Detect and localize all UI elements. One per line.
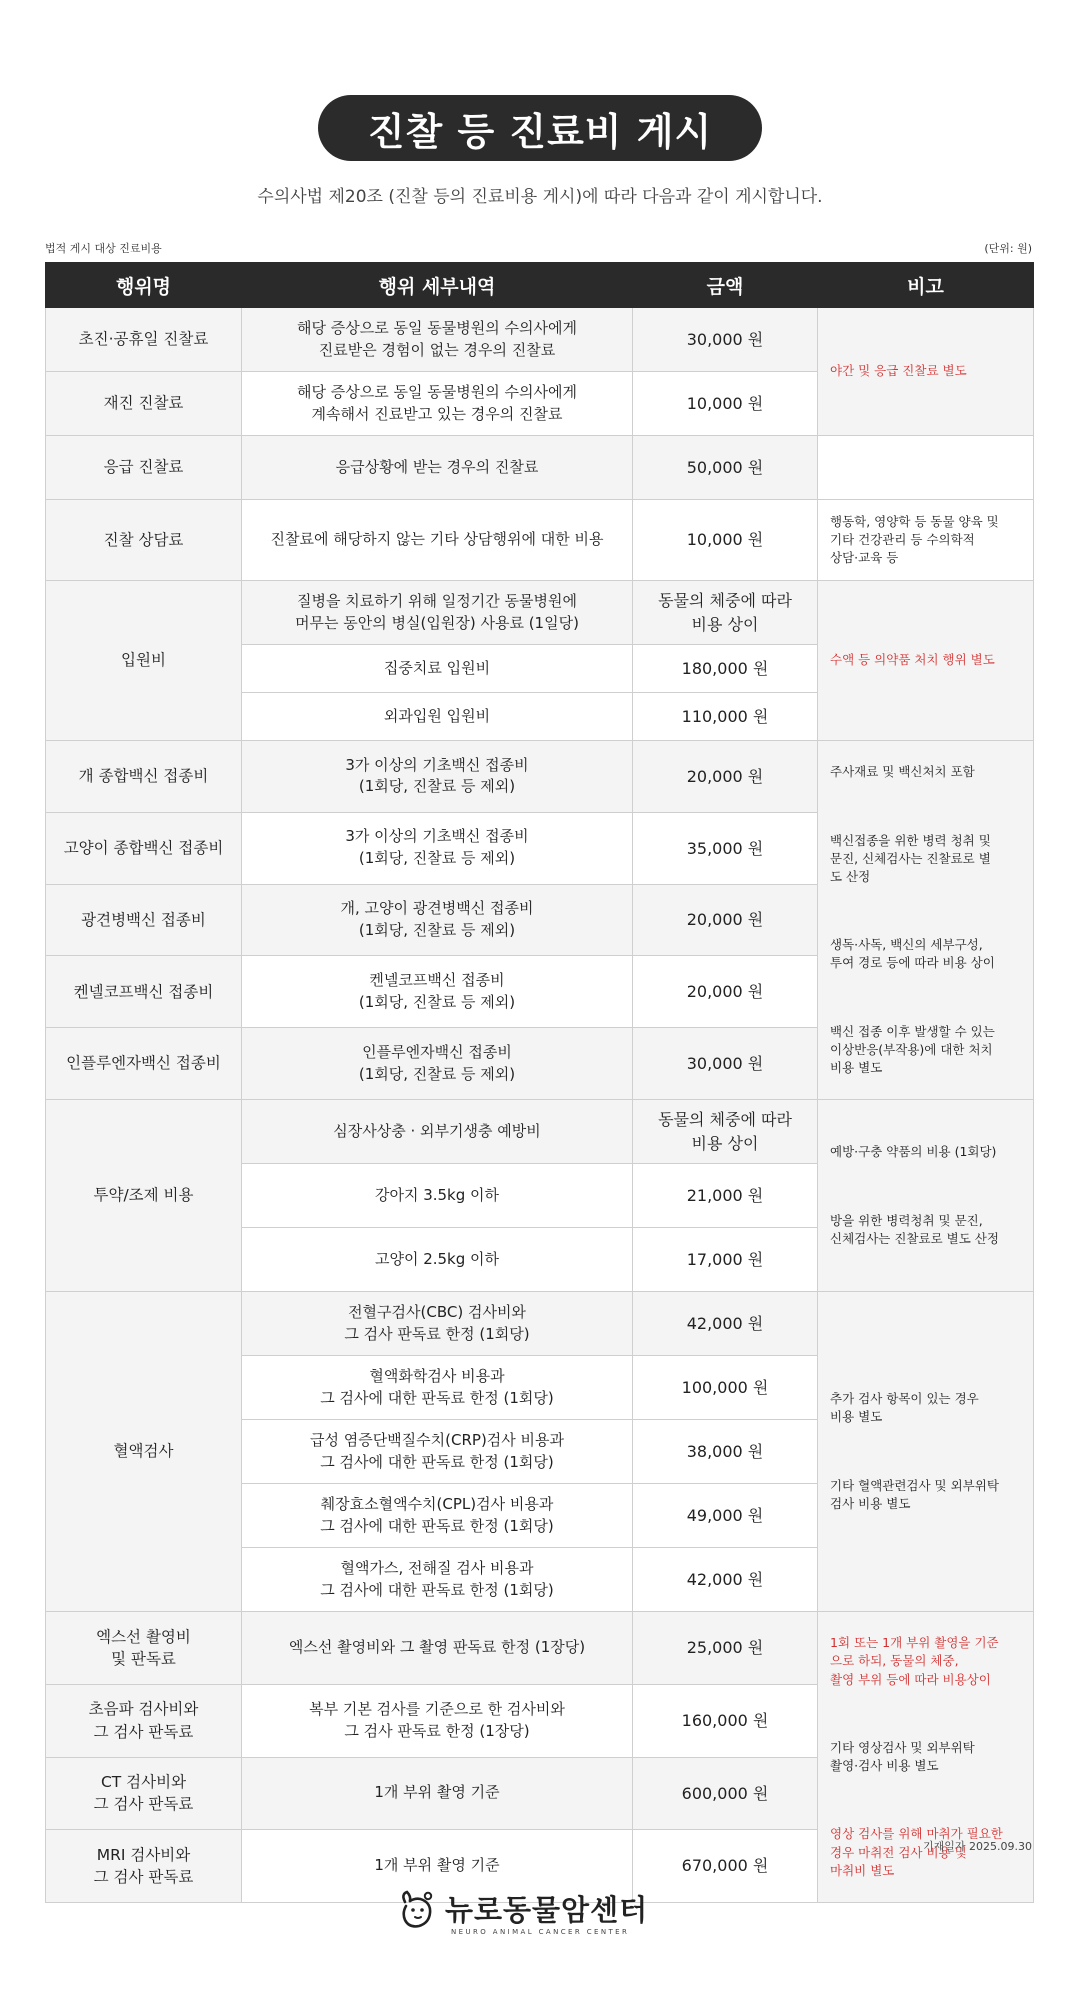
note-text: 생독·사독, 백신의 세부구성, 투여 경로 등에 따라 비용 상이 xyxy=(830,937,995,971)
table-row xyxy=(46,581,1034,645)
posting-date: 기재일자 2025.09.30 xyxy=(923,1840,1032,1853)
fee-name: 초음파 검사비와 그 검사 판독료 xyxy=(46,1684,242,1757)
header-cell: 행위 세부내역 xyxy=(242,263,633,308)
note-text: 백신접종을 위한 병력 청취 및 문진, 신체검사는 진찰료로 별 도 산정 xyxy=(830,832,991,884)
fee-price: 100,000 원 xyxy=(633,1356,818,1420)
fee-price: 20,000 원 xyxy=(633,884,818,956)
fee-detail: 고양이 2.5kg 이하 xyxy=(242,1228,633,1292)
table-header-row xyxy=(46,263,1034,308)
fee-detail: 혈액화학검사 비용과 그 검사에 대한 판독료 한정 (1회당) xyxy=(242,1356,633,1420)
fee-detail: 외과입원 입원비 xyxy=(242,693,633,741)
fee-price: 160,000 원 xyxy=(633,1684,818,1757)
note-text: 예방·구충 약품의 비용 (1회당) xyxy=(830,1144,997,1160)
fee-detail: 강아지 3.5kg 이하 xyxy=(242,1164,633,1228)
fee-price: 35,000 원 xyxy=(633,812,818,884)
note-text: 기타 혈액관련검사 및 외부위탁 검사 비용 별도 xyxy=(830,1477,999,1511)
table-row xyxy=(46,741,1034,813)
fee-price: 49,000 원 xyxy=(633,1484,818,1548)
note-text: 수액 등 의약품 처치 행위 별도 xyxy=(830,652,995,668)
note-text: 추가 검사 항목이 있는 경우 비용 별도 xyxy=(830,1391,979,1425)
note-text: 영상 검사를 위해 마취가 필요한 경우 마취전 검사 비용 및 마취비 별도 xyxy=(830,1826,1003,1878)
fee-detail: 3가 이상의 기초백신 접종비 (1회당, 진찰료 등 제외) xyxy=(242,741,633,813)
fee-price: 670,000 원 xyxy=(633,1830,818,1903)
fee-table xyxy=(45,262,1034,1903)
table-row xyxy=(46,1292,1034,1356)
fee-detail: 진찰료에 해당하지 않는 기타 상담행위에 대한 비용 xyxy=(242,500,633,581)
fee-price: 20,000 원 xyxy=(633,741,818,813)
fee-note xyxy=(818,1612,1034,1903)
fee-price: 동물의 체중에 따라 비용 상이 xyxy=(633,1100,818,1164)
fee-price: 25,000 원 xyxy=(633,1612,818,1685)
table-row xyxy=(46,1100,1034,1164)
fee-note xyxy=(818,1292,1034,1612)
fee-name: 투약/조제 비용 xyxy=(46,1100,242,1292)
fee-detail: 질병을 치료하기 위해 일정기간 동물병원에 머무는 동안의 병실(입원장) 사용료 (1일당) xyxy=(242,581,633,645)
table-caption: 법적 게시 대상 진료비용 xyxy=(45,242,162,255)
fee-price: 10,000 원 xyxy=(633,500,818,581)
fee-name: 광견병백신 접종비 xyxy=(46,884,242,956)
pet-head-icon xyxy=(395,1888,439,1932)
table-row xyxy=(46,436,1034,500)
note-text: 방을 위한 병력청취 및 문진, 신체검사는 진찰료로 별도 산정 xyxy=(830,1212,999,1246)
fee-name: 인플루엔자백신 접종비 xyxy=(46,1028,242,1100)
fee-note xyxy=(818,436,1034,500)
note-text: 행동학, 영양학 등 동물 양육 및 기타 건강관리 등 수의학적 상담·교육 등 xyxy=(830,513,999,566)
note-text: 주사재료 및 백신처치 포함 xyxy=(830,764,975,780)
page-subtitle: 수의사법 제20조 (진찰 등의 진료비용 게시)에 따라 다음과 같이 게시합니다. xyxy=(257,187,823,207)
fee-price: 38,000 원 xyxy=(633,1420,818,1484)
logo-subtitle: NEURO ANIMAL CANCER CENTER xyxy=(451,1928,630,1936)
fee-price: 동물의 체중에 따라 비용 상이 xyxy=(633,581,818,645)
note-text: 백신 접종 이후 발생할 수 있는 이상반응(부작용)에 대한 처치 비용 별도 xyxy=(830,1023,995,1075)
header-cell: 비고 xyxy=(818,263,1034,308)
fee-name: 켄넬코프백신 접종비 xyxy=(46,956,242,1028)
fee-detail: 해당 증상으로 동일 동물병원의 수의사에게 진료받은 경험이 없는 경우의 진찰료 xyxy=(242,308,633,372)
fee-detail: 집중치료 입원비 xyxy=(242,645,633,693)
fee-name: 개 종합백신 접종비 xyxy=(46,741,242,813)
note-text: 기타 영상검사 및 외부위탁 촬영·검사 비용 별도 xyxy=(830,1739,975,1773)
fee-price: 17,000 원 xyxy=(633,1228,818,1292)
fee-detail: 1개 부위 촬영 기준 xyxy=(242,1757,633,1830)
fee-note xyxy=(818,500,1034,581)
fee-note xyxy=(818,308,1034,436)
fee-detail: 켄넬코프백신 접종비 (1회당, 진찰료 등 제외) xyxy=(242,956,633,1028)
fee-price: 42,000 원 xyxy=(633,1292,818,1356)
fee-name: 혈액검사 xyxy=(46,1292,242,1612)
fee-detail: 췌장효소혈액수치(CPL)검사 비용과 그 검사에 대한 판독료 한정 (1회당) xyxy=(242,1484,633,1548)
fee-name: 엑스선 촬영비 및 판독료 xyxy=(46,1612,242,1685)
fee-name: 응급 진찰료 xyxy=(46,436,242,500)
fee-detail: 해당 증상으로 동일 동물병원의 수의사에게 계속해서 진료받고 있는 경우의 진찰료 xyxy=(242,372,633,436)
fee-detail: 급성 염증단백질수치(CRP)검사 비용과 그 검사에 대한 판독료 한정 (1회당) xyxy=(242,1420,633,1484)
table-row xyxy=(46,500,1034,581)
fee-name: 진찰 상담료 xyxy=(46,500,242,581)
fee-detail: 응급상황에 받는 경우의 진찰료 xyxy=(242,436,633,500)
fee-name: 재진 진찰료 xyxy=(46,372,242,436)
fee-name: 입원비 xyxy=(46,581,242,741)
fee-price: 30,000 원 xyxy=(633,308,818,372)
fee-price: 20,000 원 xyxy=(633,956,818,1028)
fee-note xyxy=(818,581,1034,741)
fee-detail: 혈액가스, 전해질 검사 비용과 그 검사에 대한 판독료 한정 (1회당) xyxy=(242,1548,633,1612)
fee-price: 600,000 원 xyxy=(633,1757,818,1830)
table-row xyxy=(46,1612,1034,1685)
unit-caption: (단위: 원) xyxy=(984,242,1032,255)
header-cell: 행위명 xyxy=(46,263,242,308)
fee-detail: 1개 부위 촬영 기준 xyxy=(242,1830,633,1903)
fee-note xyxy=(818,1100,1034,1292)
fee-detail: 복부 기본 검사를 기준으로 한 검사비와 그 검사 판독료 한정 (1장당) xyxy=(242,1684,633,1757)
fee-price: 180,000 원 xyxy=(633,645,818,693)
fee-price: 110,000 원 xyxy=(633,693,818,741)
fee-price: 50,000 원 xyxy=(633,436,818,500)
fee-detail: 심장사상충 · 외부기생충 예방비 xyxy=(242,1100,633,1164)
note-text: 야간 및 응급 진찰료 별도 xyxy=(830,363,967,379)
fee-price: 30,000 원 xyxy=(633,1028,818,1100)
note-text: 1회 또는 1개 부위 촬영을 기준 으로 하되, 동물의 체중, 촬영 부위 등에 따라 비용상이 xyxy=(830,1635,999,1687)
fee-note xyxy=(818,741,1034,1100)
fee-name: MRI 검사비와 그 검사 판독료 xyxy=(46,1830,242,1903)
logo-name: 뉴로동물암센터 xyxy=(445,1893,649,1927)
clinic-logo xyxy=(395,1888,685,1942)
fee-name: 고양이 종합백신 접종비 xyxy=(46,812,242,884)
fee-name: CT 검사비와 그 검사 판독료 xyxy=(46,1757,242,1830)
fee-name: 초진·공휴일 진찰료 xyxy=(46,308,242,372)
fee-detail: 인플루엔자백신 접종비 (1회당, 진찰료 등 제외) xyxy=(242,1028,633,1100)
table-row xyxy=(46,308,1034,372)
fee-detail: 3가 이상의 기초백신 접종비 (1회당, 진찰료 등 제외) xyxy=(242,812,633,884)
fee-price: 42,000 원 xyxy=(633,1548,818,1612)
fee-detail: 개, 고양이 광견병백신 접종비 (1회당, 진찰료 등 제외) xyxy=(242,884,633,956)
fee-price: 10,000 원 xyxy=(633,372,818,436)
fee-price: 21,000 원 xyxy=(633,1164,818,1228)
fee-detail: 엑스선 촬영비와 그 촬영 판독료 한정 (1장당) xyxy=(242,1612,633,1685)
fee-detail: 전혈구검사(CBC) 검사비와 그 검사 판독료 한정 (1회당) xyxy=(242,1292,633,1356)
page-title: 진찰 등 진료비 게시 xyxy=(318,95,762,161)
header-cell: 금액 xyxy=(633,263,818,308)
